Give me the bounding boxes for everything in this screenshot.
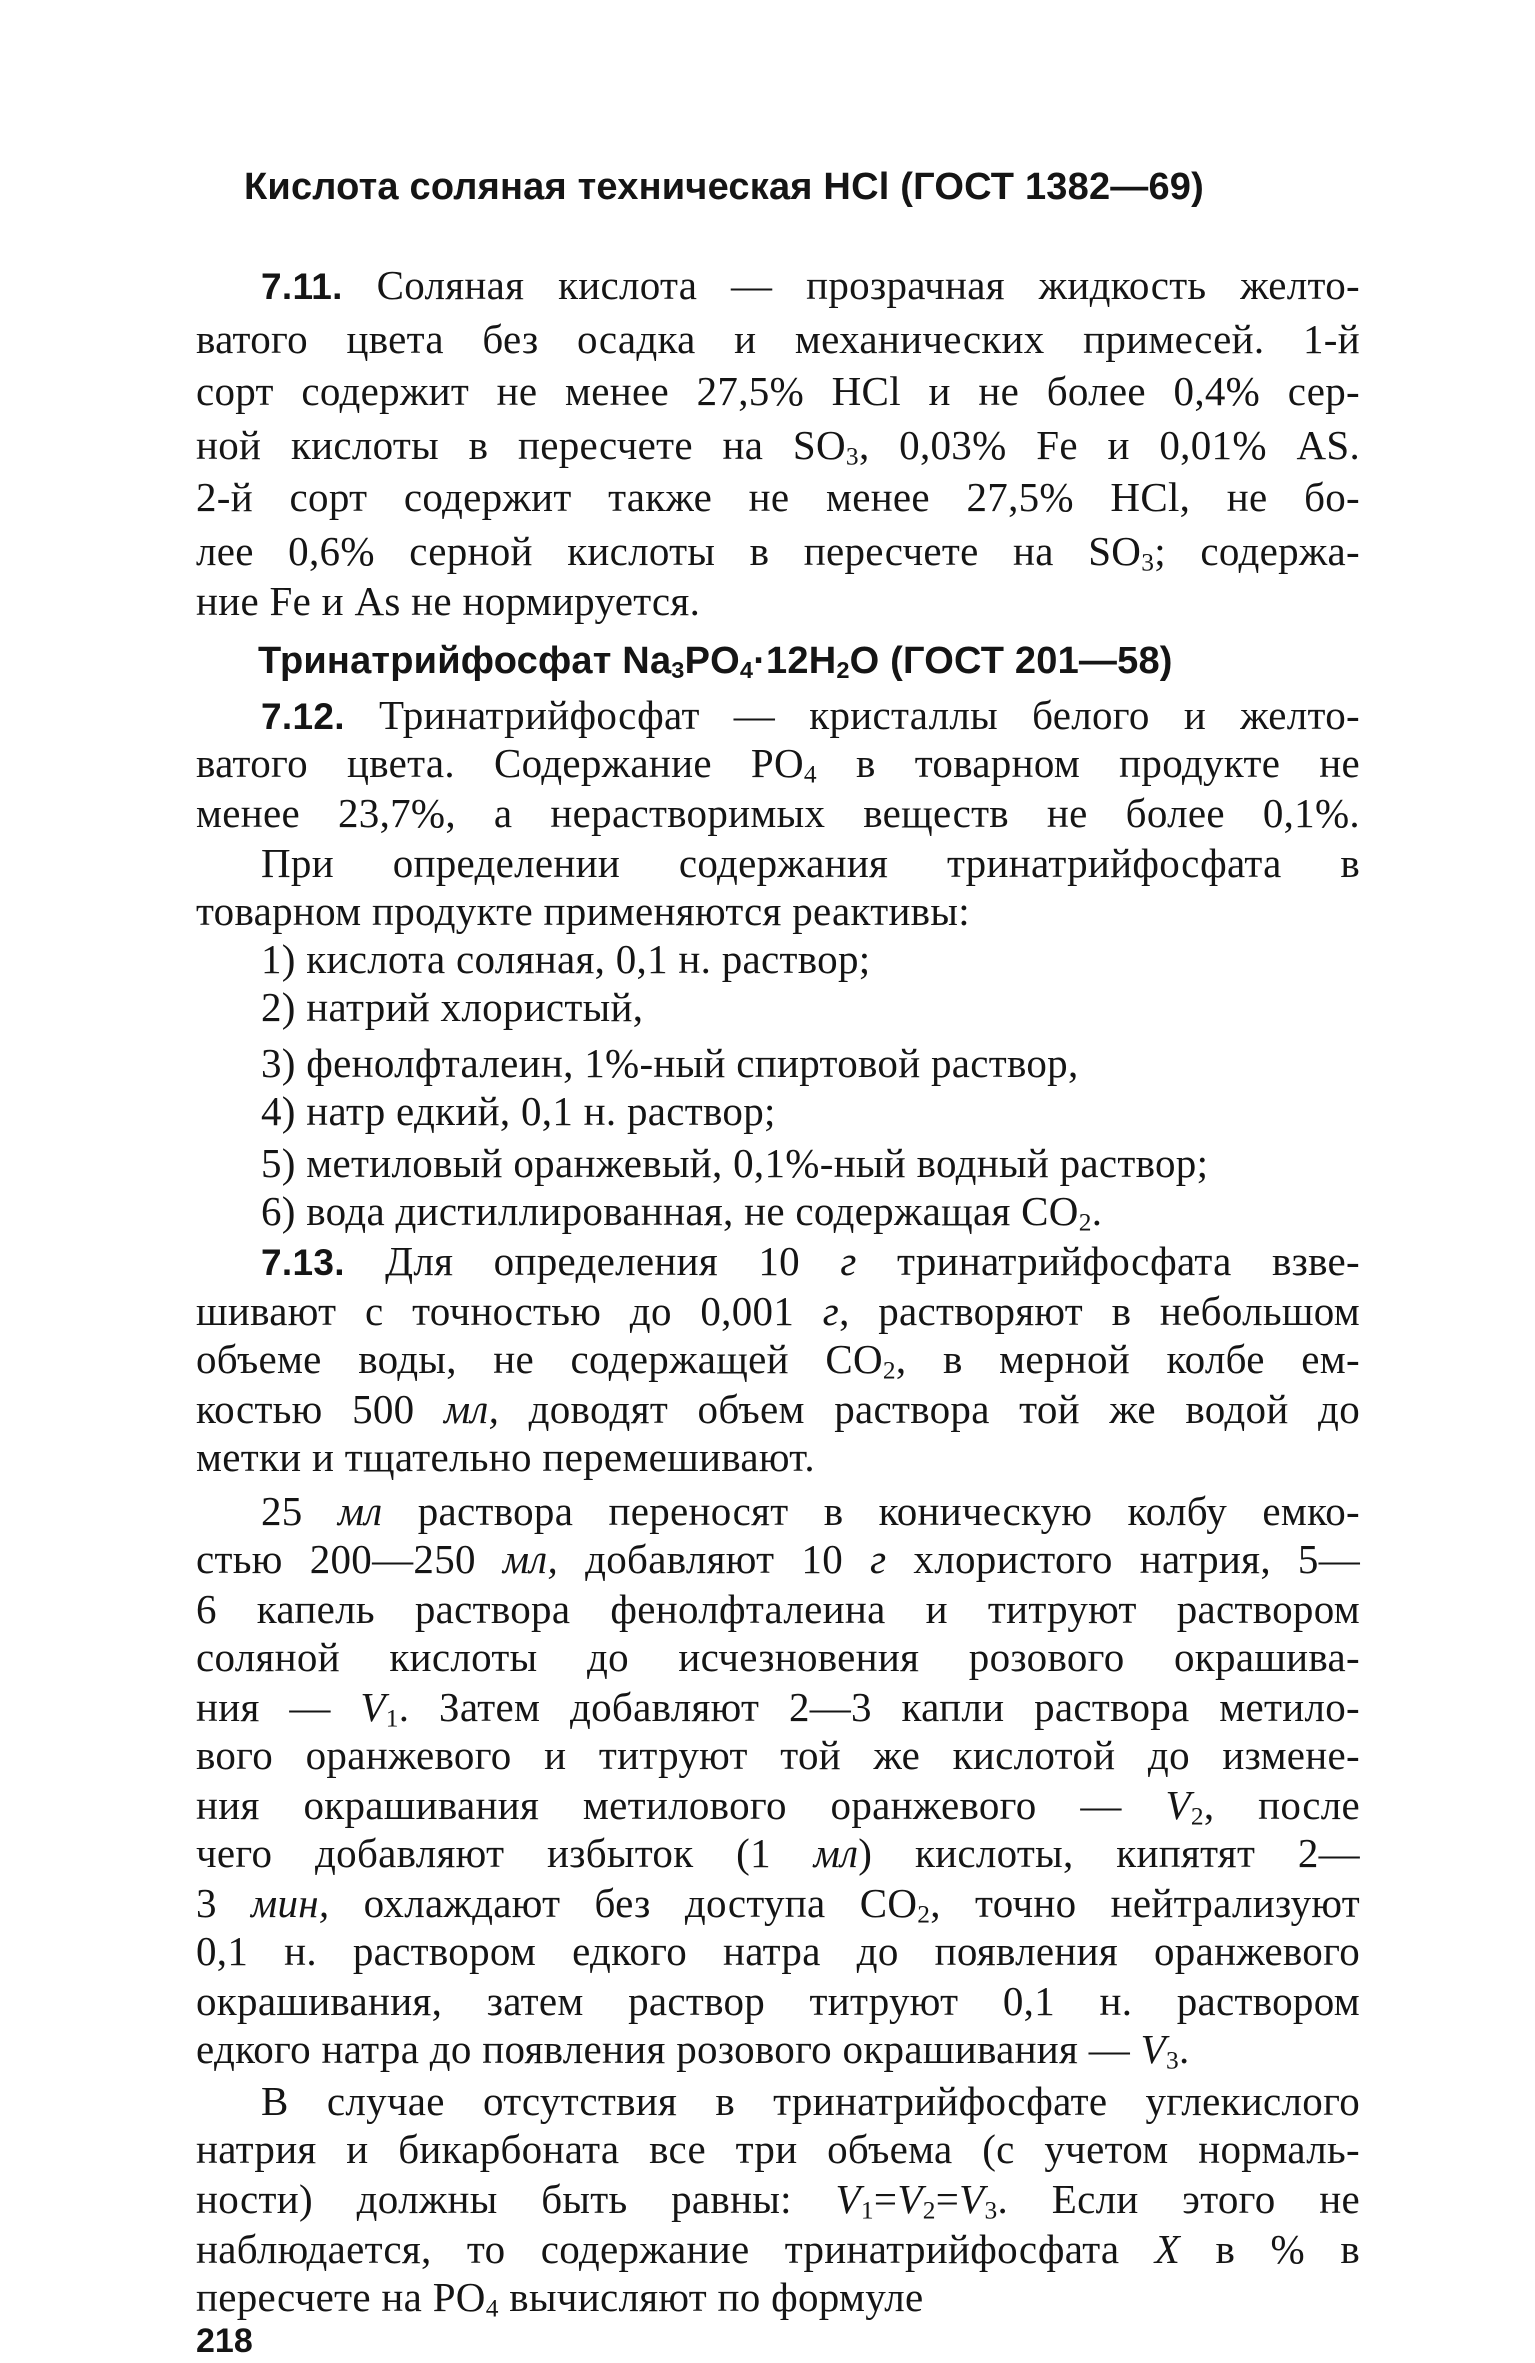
text-line — [196, 1586, 1360, 1632]
variable-v: V — [1165, 1782, 1191, 1828]
unit-italic: мл — [337, 1488, 383, 1534]
variable-v: V — [360, 1684, 386, 1730]
text-line — [196, 1684, 1360, 1733]
text-span: = — [873, 2176, 898, 2222]
text-span: окрашивания, затем раствор титруют 0,1 н. раствором — [196, 1978, 1360, 2024]
subscript: 4 — [485, 2294, 499, 2323]
heading-hcl — [244, 166, 1204, 209]
text-line — [196, 1830, 1360, 1876]
text-span: ватого цвета. Содержание PO — [196, 740, 804, 786]
text-line — [261, 692, 1360, 740]
text-span: ния — — [196, 1684, 361, 1730]
subscript: 4 — [739, 657, 754, 684]
text-span: добавляют 10 — [558, 1536, 871, 1582]
text-line — [196, 2026, 1360, 2075]
text-line — [196, 1732, 1360, 1778]
text-line — [196, 1880, 1360, 1929]
text-span: в % в — [1180, 2226, 1360, 2272]
text-span: , после — [1203, 1782, 1360, 1828]
text-span: натрия и бикарбоната все три объема (с учетом нормаль- — [196, 2126, 1360, 2172]
subscript: 2 — [1078, 1208, 1092, 1237]
text-span: PO — [684, 640, 740, 682]
unit-italic: мл, — [443, 1386, 500, 1432]
list-item — [261, 936, 1360, 982]
text-span: ватого цвета без осадка и механических примесей. 1-й — [196, 316, 1360, 362]
text-span: едкого натра до появления розового окрашивания — — [196, 2026, 1141, 2072]
text-span: 5) метиловый оранжевый, 0,1%-ный водный раствор; — [261, 1140, 1209, 1186]
page-number: 218 — [196, 2322, 253, 2360]
text-span: метки и тщательно перемешивают. — [196, 1434, 815, 1480]
text-span: , растворяют в небольшом — [839, 1288, 1360, 1334]
text-span: 2) натрий хлористый, — [261, 984, 644, 1030]
variable-v: V — [835, 2176, 861, 2222]
text-span: в товарном продукте не — [816, 740, 1361, 786]
text-line — [196, 1536, 1360, 1582]
text-span: . — [1178, 2026, 1190, 2072]
text-span: 6 капель раствора фенолфталеина и титруют раствором — [196, 1586, 1360, 1632]
text-span: раствора переносят в коническую колбу емко- — [382, 1488, 1360, 1534]
text-span: 1) кислота соляная, 0,1 н. раствор; — [261, 936, 871, 982]
text-span: Тринатрийфосфат Na — [258, 640, 672, 682]
text-line — [261, 840, 1360, 886]
unit-italic: г — [840, 1238, 857, 1284]
text-span: 25 — [261, 1488, 338, 1534]
subscript: 3 — [1165, 2046, 1179, 2075]
text-span: хлористого натрия, 5— — [886, 1536, 1361, 1582]
text-span: 6) вода дистиллированная, не содержащая CO — [261, 1188, 1079, 1234]
text-span: 2-й сорт содержит также не менее 27,5% HCl, не бо- — [196, 474, 1360, 520]
text-span: ·12H — [753, 640, 837, 682]
subscript: 2 — [836, 657, 850, 684]
text-line — [196, 1978, 1360, 2024]
text-line — [196, 1288, 1360, 1334]
text-span: Для определения 10 — [385, 1238, 841, 1284]
text-span: ной кислоты в пересчете на SO — [196, 422, 846, 468]
text-line — [196, 316, 1360, 362]
text-span: наблюдается, то содержание тринатрийфосфата — [196, 2226, 1155, 2272]
text-span: , 0,03% Fe и 0,01% AS. — [858, 422, 1361, 468]
text-line — [196, 2176, 1360, 2225]
unit-italic: мл — [813, 1830, 859, 1876]
text-span: менее 23,7%, а нерастворимых веществ не более 0,1%. — [196, 790, 1360, 836]
subscript: 2 — [1190, 1802, 1204, 1831]
subscript: 1 — [385, 1704, 399, 1733]
text-span: товарном продукте применяются реактивы: — [196, 888, 970, 934]
list-item — [261, 1140, 1360, 1186]
variable-v: V — [1140, 2026, 1166, 2072]
text-span: костью 500 — [196, 1386, 444, 1432]
subscript: 3 — [845, 442, 859, 471]
text-line — [261, 1488, 1360, 1534]
text-span: шивают с точностью до 0,001 — [196, 1288, 823, 1334]
text-span: пересчете на PO — [196, 2274, 486, 2320]
section-number: 7.11. — [261, 266, 343, 307]
section-number: 7.13. — [261, 1242, 345, 1283]
text-span: , точно нейтрализуют — [930, 1880, 1360, 1926]
text-span: ) кислоты, кипятят 2— — [858, 1830, 1360, 1876]
section-number: 7.12. — [261, 696, 345, 737]
text-span: 0,1 н. раствором едкого натра до появления оранжевого — [196, 1928, 1360, 1974]
text-span: объеме воды, не содержащей CO — [196, 1336, 883, 1382]
text-span: тринатрийфосфата взве- — [856, 1238, 1360, 1284]
text-line — [196, 528, 1360, 577]
subscript: 3 — [1141, 548, 1155, 577]
list-item — [261, 1188, 1360, 1237]
text-span: В случае отсутствия в тринатрийфосфате углекислого — [261, 2078, 1360, 2124]
text-span: лее 0,6% серной кислоты в пересчете на SO — [196, 528, 1142, 574]
subscript: 2 — [882, 1356, 896, 1385]
heading-trisodium-phosphate — [258, 640, 1173, 683]
text-span: O (ГОСТ 201—58) — [849, 640, 1173, 682]
text-line — [196, 1434, 1360, 1480]
text-span: сорт содержит не менее 27,5% HCl и не более 0,4% сер- — [196, 368, 1360, 414]
text-line — [261, 262, 1360, 310]
text-line — [196, 1782, 1360, 1831]
text-span: При определении содержания тринатрийфосфата в — [261, 840, 1360, 886]
text-line — [196, 578, 1360, 624]
text-span: вого оранжевого и титруют той же кислотой до измене- — [196, 1732, 1360, 1778]
text-line — [196, 1386, 1360, 1432]
subscript: 1 — [860, 2196, 874, 2225]
variable-x: X — [1154, 2226, 1181, 2272]
text-span: . Если этого не — [997, 2176, 1360, 2222]
subscript: 3 — [671, 657, 685, 684]
text-line — [196, 474, 1360, 520]
subscript: 4 — [803, 760, 817, 789]
text-span: Тринатрийфосфат — кристаллы белого и желто- — [378, 692, 1360, 738]
text-span: , в мерной колбе ем- — [895, 1336, 1360, 1382]
subscript: 2 — [922, 2196, 936, 2225]
text-line — [196, 888, 1360, 934]
text-line — [261, 2078, 1360, 2124]
unit-italic: г — [822, 1288, 840, 1334]
text-line — [261, 1238, 1360, 1286]
text-line — [196, 1928, 1360, 1974]
text-line — [196, 368, 1360, 414]
text-line — [196, 2274, 1360, 2323]
text-span: ности) должны быть равны: — [196, 2176, 836, 2222]
variable-v: V — [897, 2176, 923, 2222]
list-item — [261, 984, 1360, 1030]
text-line — [196, 2126, 1360, 2172]
text-span: чего добавляют избыток (1 — [196, 1830, 814, 1876]
text-line — [196, 1336, 1360, 1385]
heading-hcl-text: Кислота соляная техническая HCl (ГОСТ 1382—69) — [244, 166, 1204, 208]
text-span: доводят объем раствора той же водой до — [499, 1386, 1360, 1432]
text-line — [196, 790, 1360, 836]
unit-italic: мин, — [250, 1880, 330, 1926]
text-line — [196, 422, 1361, 471]
text-span: = — [935, 2176, 960, 2222]
text-span: ; содержа- — [1154, 528, 1360, 574]
text-line — [196, 1634, 1360, 1680]
unit-italic: мл, — [502, 1536, 559, 1582]
text-span: вычисляют по формуле — [498, 2274, 924, 2320]
text-span: стью 200—250 — [196, 1536, 503, 1582]
subscript: 2 — [917, 1900, 931, 1929]
text-span: . Затем добавляют 2—3 капли раствора метило- — [398, 1684, 1360, 1730]
text-span: Соляная кислота — прозрачная жидкость желто- — [376, 262, 1360, 308]
text-span: соляной кислоты до исчезновения розового окрашива- — [196, 1634, 1360, 1680]
text-span: 3 — [196, 1880, 251, 1926]
unit-italic: г — [870, 1536, 887, 1582]
text-span: ния окрашивания метилового оранжевого — — [196, 1782, 1166, 1828]
text-span: 4) натр едкий, 0,1 н. раствор; — [261, 1088, 776, 1134]
text-span: ние Fe и As не нормируется. — [196, 578, 701, 624]
text-line — [196, 740, 1361, 789]
variable-v: V — [959, 2176, 985, 2222]
list-item — [261, 1088, 1360, 1134]
subscript: 3 — [984, 2196, 998, 2225]
text-span: . — [1091, 1188, 1103, 1234]
list-item — [261, 1040, 1360, 1086]
text-line — [196, 2226, 1360, 2272]
text-span: 3) фенолфталеин, 1%-ный спиртовой раствор, — [261, 1040, 1079, 1086]
text-span: охлаждают без доступа CO — [329, 1880, 918, 1926]
